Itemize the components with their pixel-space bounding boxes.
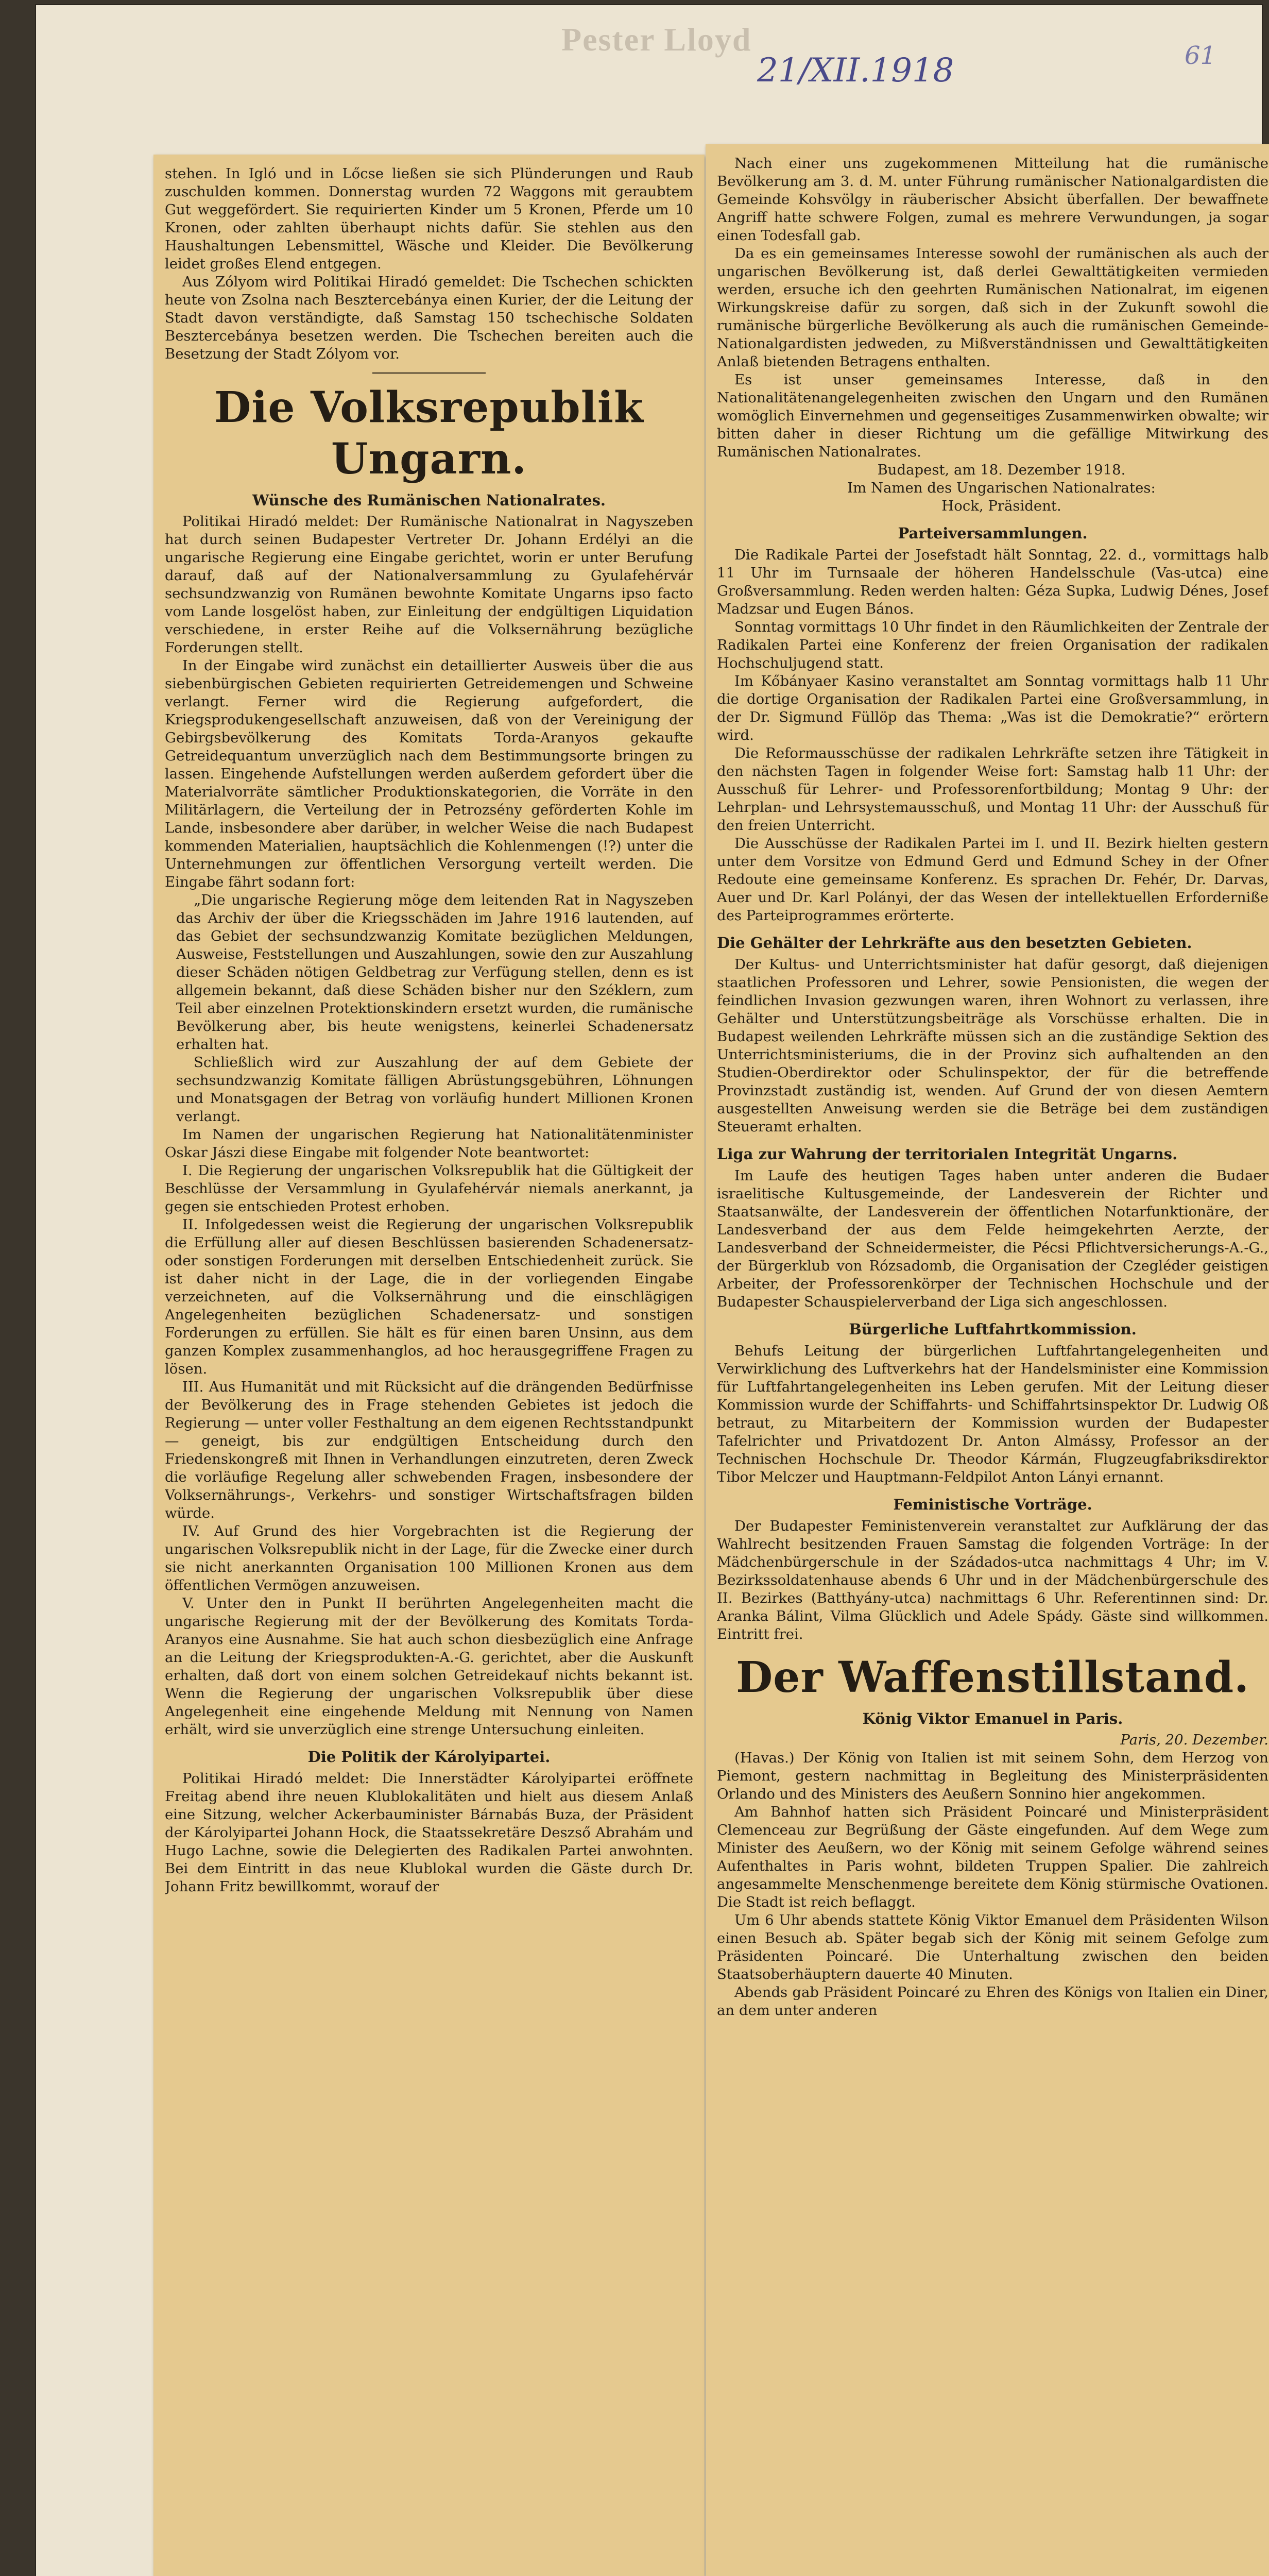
reply-intro: Im Namen der ungarischen Regierung hat Nationalitätenminister Oskar Jászi diese Eingabe mit folgender Note beantwortet: [165,1126,693,1161]
archive-sheet [36,5,1268,2576]
article-paragraph: Behufs Leitung der bürgerlichen Luftfahrtangelegenheiten und Verwirklichung des Luftverkehrs hat der Handelsminister eine Kommission für Luftfahrtangelegenheiten ins Leben gerufen. Mit der Leitung dieser Kommission wurde der Schiffahrts- und Schiffahrtsinspektor Dr. Ludwig Oß betraut, zu Mitarbeitern der Kommission wurden der Budapester Tafelrichter und Privatdozent Dr. Anton Almássy, Professor an der Technischen Hochschule Dr. Theodor Kármán, Flugzeugfabriksdirektor Tibor Melczer und Hauptmann-Feldpilot Anton Lányi ernannt. [717,1343,1268,1485]
letter-paragraph: Da es ein gemeinsames Interesse sowohl der rumänischen als auch der ungarischen Bevölkerung ist, daß derlei Gewalttätigkeiten vermieden werden, ersuche ich den geehrten Rumänischen Nationalrat, im eigenen Wirkungskreise dafür zu sorgen, daß sich in der Zukunft sowohl die rumänische bürgerliche Bevölkerung als auch die rumänischen Gemeinde-Nationalgardisten jedweden, zu Mißverständnissen und Gewalttätigkeiten Anlaß bietenden Betragens enthalten. [717,245,1268,370]
section-heading-parteiversammlungen: Parteiversammlungen. [898,524,1088,542]
dateline-paris: Paris, 20. Dezember. [1120,1732,1268,1748]
handwritten-date: 21/XII.1918 [757,52,954,90]
section-heading-luftfahrt: Bürgerliche Luftfahrtkommission. [849,1320,1137,1338]
section-heading-gehaelter: Die Gehälter der Lehrkräfte aus den besetzten Gebieten. [717,934,1192,952]
headline-volksrepublik: Die Volksrepublik Ungarn. [214,383,644,484]
right-column [717,155,1268,2576]
reply-point: IV. Auf Grund des hier Vorgebrachten ist die Regierung der ungarischen Volksrepublik nicht in der Lage, für die Zwecke einer durch sie nicht anerkannten Organisation 100 Millionen Kronen aus dem öffentlichen Vermögen anzuweisen. [165,1523,693,1594]
subhead-rumaenischer-nationalrat: Wünsche des Rumänischen Nationalrates. [252,492,606,509]
article-paragraph: Die Reformausschüsse der radikalen Lehrkräfte setzen ihre Tätigkeit in den nächsten Tagen in folgender Weise fort: Samstag halb 11 Uhr: der Ausschuß für Lehrer- und Professorenfortbildung; Montag 9 Uhr: der Lehrplan- und Lehrsystemausschuß, und Montag 11 Uhr: der Ausschuß für den freien Unterricht. [717,745,1268,834]
signature-line: Im Namen des Ungarischen Nationalrates: [847,480,1156,496]
left-intro-paragraph: Aus Zólyom wird Politikai Hiradó gemeldet: Die Tschechen schickten heute von Zsolna nach Besztercebánya einen Kurier, der die Leitung der Stadt davon verständigte, daß Samstag 150 tschechische Soldaten Besztercebánya besetzen werden. Die Tschechen bereiten auch die Besetzung der Stadt Zólyom vor. [165,274,693,362]
quote-paragraph: „Die ungarische Regierung möge dem leitenden Rat in Nagyszeben das Archiv der über die Kriegsschäden im Jahre 1916 lautenden, auf das Gebiet der sechsundzwanzig Komitate bezüglichen Meldungen, Ausweise, Feststellungen und Auszahlungen, sowie den zur Auszahlung dieser Schäden nötigen Geldbetrag zur Verfügung stellen, denn es ist allgemein bekannt, daß diese Schäden bisher nur den Széklern, zum Teil aber einzelnen Protektionskindern ersetzt wurden, die rumänische Bevölkerung aber, bis heute wenigstens, keinerlei Schadenersatz erhalten hat. [176,892,693,1053]
section-heading-liga: Liga zur Wahrung der territorialen Integrität Ungarns. [717,1145,1178,1163]
letter-dateline: Budapest, am 18. Dezember 1918. [877,462,1126,478]
article-paragraph: Die Radikale Partei der Josefstadt hält Sonntag, 22. d., vormittags halb 11 Uhr im Turnsaale der höheren Handelsschule (Vas-utca) eine Großversammlung. Reden werden halten: Géza Supka, Ludwig Dénes, Josef Madzsar und Eugen Bános. [717,547,1268,617]
quoted-demand [165,891,693,1126]
article-paragraph: Im Kőbányaer Kasino veranstaltet am Sonntag vormittags halb 11 Uhr die dortige Organisation der Radikalen Partei eine Großversammlung, in der Dr. Sigmund Füllöp das Thema: „Was ist die Demokratie?“ erörtern wird. [717,673,1268,743]
article-paragraph: In der Eingabe wird zunächst ein detaillierter Ausweis über die aus siebenbürgischen Gebieten requirierten Getreidemengen und Schweine verlangt. Ferner wird die Regierung aufgefordert, die Kriegsprodukengesellschaft anzuweisen, daß von der Vereinigung der Gebirgsbevölkerung des Komitats Torda-Aranyos gekaufte Getreidequantum unverzüglich nach dem Bestimmungsorte bringen zu lassen. Eingehende Aufstellungen werden außerdem gefordert über die Materialvorräte sämtlicher Produktionskategorien, die Vorräte in den Militärlagern, die Verteilung der in Petrozsény geförderten Kohle im Lande, insbesondere aber darüber, in welcher Weise die nach Budapest kommenden Materialien, hauptsächlich die Kohlenmengen (!?) unter die Unternehmungen zur öffentlichen Versorgung verteilt werden. Die Eingabe fährt sodann fort: [165,657,693,890]
article-paragraph: Abends gab Präsident Poincaré zu Ehren des Königs von Italien ein Diner, an dem unter anderen [717,1984,1268,2019]
letter-paragraph: Es ist unser gemeinsames Interesse, daß in den Nationalitätenangelegenheiten zwischen den Ungarn und den Rumänen womöglich Einvernehmen und gegenseitiges Zusammenwirken obwalte; wir bitten daher in dieser Richtung um die gefällige Mitwirkung des Rumänischen Nationalrates. [717,371,1268,460]
quote-paragraph: Schließlich wird zur Auszahlung der auf dem Gebiete der sechsundzwanzig Komitate fälligen Abrüstungsgebühren, Löhnungen und Monatsgagen der Betrag von vorläufig hundert Millionen Kronen verlangt. [176,1054,693,1125]
reply-point: III. Aus Humanität und mit Rücksicht auf die drängenden Bedürfnisse der Bevölkerung des in Frage stehenden Gebietes ist jedoch die Regierung — unter voller Festhaltung an dem eigenen Rechtsstandpunkt — geneigt, bis zur endgültigen Entscheidung durch den Friedenskongreß mit Ihnen in Verhandlungen einzutreten, deren Zweck die vorläufige Regelung aller schwebenden Fragen, insbesondere der Volksernährungs-, Verkehrs- und sonstiger Wirtschaftsfragen bilden würde. [165,1379,693,1521]
left-intro-paragraph: stehen. In Igló und in Lőcse ließen sie sich Plünderungen und Raub zuschulden kommen. Donnerstag wurden 72 Waggons mit geraubtem Gut weggefördert. Sie requirierten Kinder um 5 Kronen, Pferde um 10 Kronen, oder zahlten überhaupt nichts dafür. Sie stehlen aus den Haushaltungen Lebensmittel, Wäsche und Kleider. Die Bevölkerung leidet großes Elend entgegen. [165,165,693,272]
reply-point: I. Die Regierung der ungarischen Volksrepublik hat die Gültigkeit der Beschlüsse der Versammlung in Gyulafehérvár niemals anerkannt, ja gegen sie entschieden Protest erhoben. [165,1162,693,1215]
folio-number: 61 [1185,41,1216,70]
right-clipping [706,144,1269,2576]
article-paragraph: Die Ausschüsse der Radikalen Partei im I. und II. Bezirk hielten gestern unter dem Vorsitze von Edmund Gerd und Edmund Schey in der Ofner Redoute eine gemeinsame Konferenz. Es sprachen Dr. Fehér, Dr. Darvas, Auer und Dr. Karl Polányi, der das Wesen der intellektuellen Erforderniße des Parteiprogrammes erörterte. [717,835,1268,924]
reply-point: V. Unter den in Punkt II berührten Angelegenheiten macht die ungarische Regierung mit der der Bevölkerung des Komitats Torda-Aranyos eine Ausnahme. Sie hat auch schon diesbezüglich eine Anfrage an die Leitung der Kriegsprodukten-A.-G. gerichtet, aber die Auskunft erhalten, daß dort von einem solchen Getreidekauf nichts bekannt ist. Wenn die Regierung der ungarischen Volksrepublik über diese Angelegenheit eine eingehende Meldung mit Nennung von Namen erhält, wird sie unverzüglich eine strenge Untersuchung einleiten. [165,1595,693,1738]
headline-waffenstillstand: Der Waffenstillstand. [736,1653,1249,1702]
article-paragraph: Sonntag vormittags 10 Uhr findet in den Räumlichkeiten der Zentrale der Radikalen Partei eine Konferenz der freien Organisation der radikalen Hochschuljugend statt. [717,619,1268,671]
article-paragraph: Der Kultus- und Unterrichtsminister hat dafür gesorgt, daß diejenigen staatlichen Professoren und Lehrer, sowie Pensionisten, die wegen der feindlichen Invasion gezwungen waren, ihren Wohnort zu verlassen, ihre Gehälter und Unterstützungsbeiträge als Vorschüsse erhalten. Die in Budapest weilenden Lehrkräfte müssen sich an die zuständige Sektion des Unterrichtsministeriums, die in der Provinz sich aufhaltenden an den Studien-Oberdirektor oder Schulinspektor, der für die betreffende Provinzstadt zuständig ist, wenden. Auf Grund der von diesen Aemtern ausgestellten Anweisung werden sie die Beträge bei dem zuständigen Steueramt erhalten. [717,956,1268,1135]
signature-name: Hock, Präsident. [941,498,1061,514]
section-heading-feministisch: Feministische Vorträge. [893,1496,1092,1513]
divider [372,372,486,374]
left-column [165,165,693,2566]
article-paragraph: Politikai Hiradó meldet: Der Rumänische Nationalrat in Nagyszeben hat durch seinen Budapester Vertreter Dr. Johann Erdélyi an die ungarische Regierung eine Eingabe gerichtet, worin er unter Berufung darauf, daß auf der Nationalversammlung zu Gyulafehérvár sechsundzwanzig von Rumänen bewohnte Komitate Ungarns ipso facto vom Lande losgelöst haben, zur Einleitung der endgültigen Liquidation verschiedene, in erster Reihe auf die Volksernährung bezügliche Forderungen stellt. [165,513,693,656]
article-paragraph: Am Bahnhof hatten sich Präsident Poincaré und Ministerpräsident Clemenceau zur Begrüßung der Gäste eingefunden. Auf dem Wege zum Minister des Aeußern, wo der König mit seinem Gefolge während seines Aufenthaltes in Paris wohnt, bildeten Truppen Spalier. Die zahlreich angesammelte Menschenmenge bereitete dem König stürmische Ovationen. Die Stadt ist reich beflaggt. [717,1804,1268,1910]
section-heading-karolyipartei: Die Politik der Károlyipartei. [307,1748,551,1766]
letter-paragraph: Nach einer uns zugekommenen Mitteilung hat die rumänische Bevölkerung am 3. d. M. unter Führung rumänischer Nationalgardisten die Gemeinde Kohsvölgy in räuberischer Absicht überfallen. Der bewaffnete Angriff hatte schwere Folgen, zumal es mehrere Verwundungen, ja sogar einen Todesfall gab. [717,155,1268,244]
article-paragraph: Im Laufe des heutigen Tages haben unter anderen die Budaer israelitische Kultusgemeinde, der Landesverein der Richter und Staatsanwälte, der Landesverein der öffentlichen Notarfunktionäre, der Landesverband der aus dem Felde heimgekehrten Aerzte, der Landesverband der Schneidermeister, die Pécsi Pflichtversicherungs-A.-G., der Bürgerklub von Rózsadomb, die Organisation der Czegléder geistigen Arbeiter, der Professorenkörper der Technischen Hochschule und der Budapester Schauspielerverband der Liga sich angeschlossen. [717,1167,1268,1310]
masthead-stamp: Pester Lloyd [561,21,752,58]
article-paragraph: Politikai Hiradó meldet: Die Innerstädter Károlyipartei eröffnete Freitag abend ihre neuen Klublokalitäten und hielt aus diesem Anlaß eine Sitzung, welcher Ackerbauminister Bárnabás Buza, der Präsident der Károlyipartei Johann Hock, die Staatssekretäre Deszső Abrahám und Hugo Lachne, sowie die Delegierten des Radikalen Partei anwohnten. Bei dem Eintritt in das neue Klublokal wurden die Gäste durch Dr. Johann Fritz bewillkommt, worauf der [165,1770,693,1895]
subhead-viktor-emanuel: König Viktor Emanuel in Paris. [862,1710,1123,1727]
left-clipping [153,155,705,2576]
reply-point: II. Infolgedessen weist die Regierung der ungarischen Volksrepublik die Erfüllung aller auf diesen Beschlüssen basierenden Schadenersatz- oder sonstigen Forderungen mit derselben Entschiedenheit zurück. Sie ist daher nicht in der Lage, die in der vorliegenden Eingabe verzeichneten, auf die Volksernährung und die einschlägigen Angelegenheiten bezüglichen Schadenersatz- und sonstigen Forderungen zu erfüllen. Sie hält es für einen baren Unsinn, aus dem ganzen Komplex zusammenhanglos, ad hoc herausgegriffene Fragen zu lösen. [165,1216,693,1377]
article-paragraph: Der Budapester Feministenverein veranstaltet zur Aufklärung der das Wahlrecht besitzenden Frauen Samstag die folgenden Vorträge: In der Mädchenbürgerschule in der Szádados-utca nachmittags 4 Uhr; im V. Bezirkssoldatenhause abends 6 Uhr und in der Mädchenbürgerschule des II. Bezirkes (Batthyány-utca) nachmittags 6 Uhr. Referentinnen sind: Dr. Aranka Bálint, Vilma Glücklich und Adele Spády. Gäste sind willkommen. Eintritt frei. [717,1518,1268,1642]
article-paragraph: Um 6 Uhr abends stattete König Viktor Emanuel dem Präsidenten Wilson einen Besuch ab. Später begab sich der König mit seinem Gefolge zum Präsidenten Poincaré. Die Unterhaltung zwischen den beiden Staatsoberhäuptern dauerte 40 Minuten. [717,1912,1268,1982]
article-paragraph: (Havas.) Der König von Italien ist mit seinem Sohn, dem Herzog von Piemont, gestern nachmittag in Begleitung des Ministerpräsidenten Orlando und des Ministers des Aeußern Sonnino hier angekommen. [717,1750,1268,1802]
